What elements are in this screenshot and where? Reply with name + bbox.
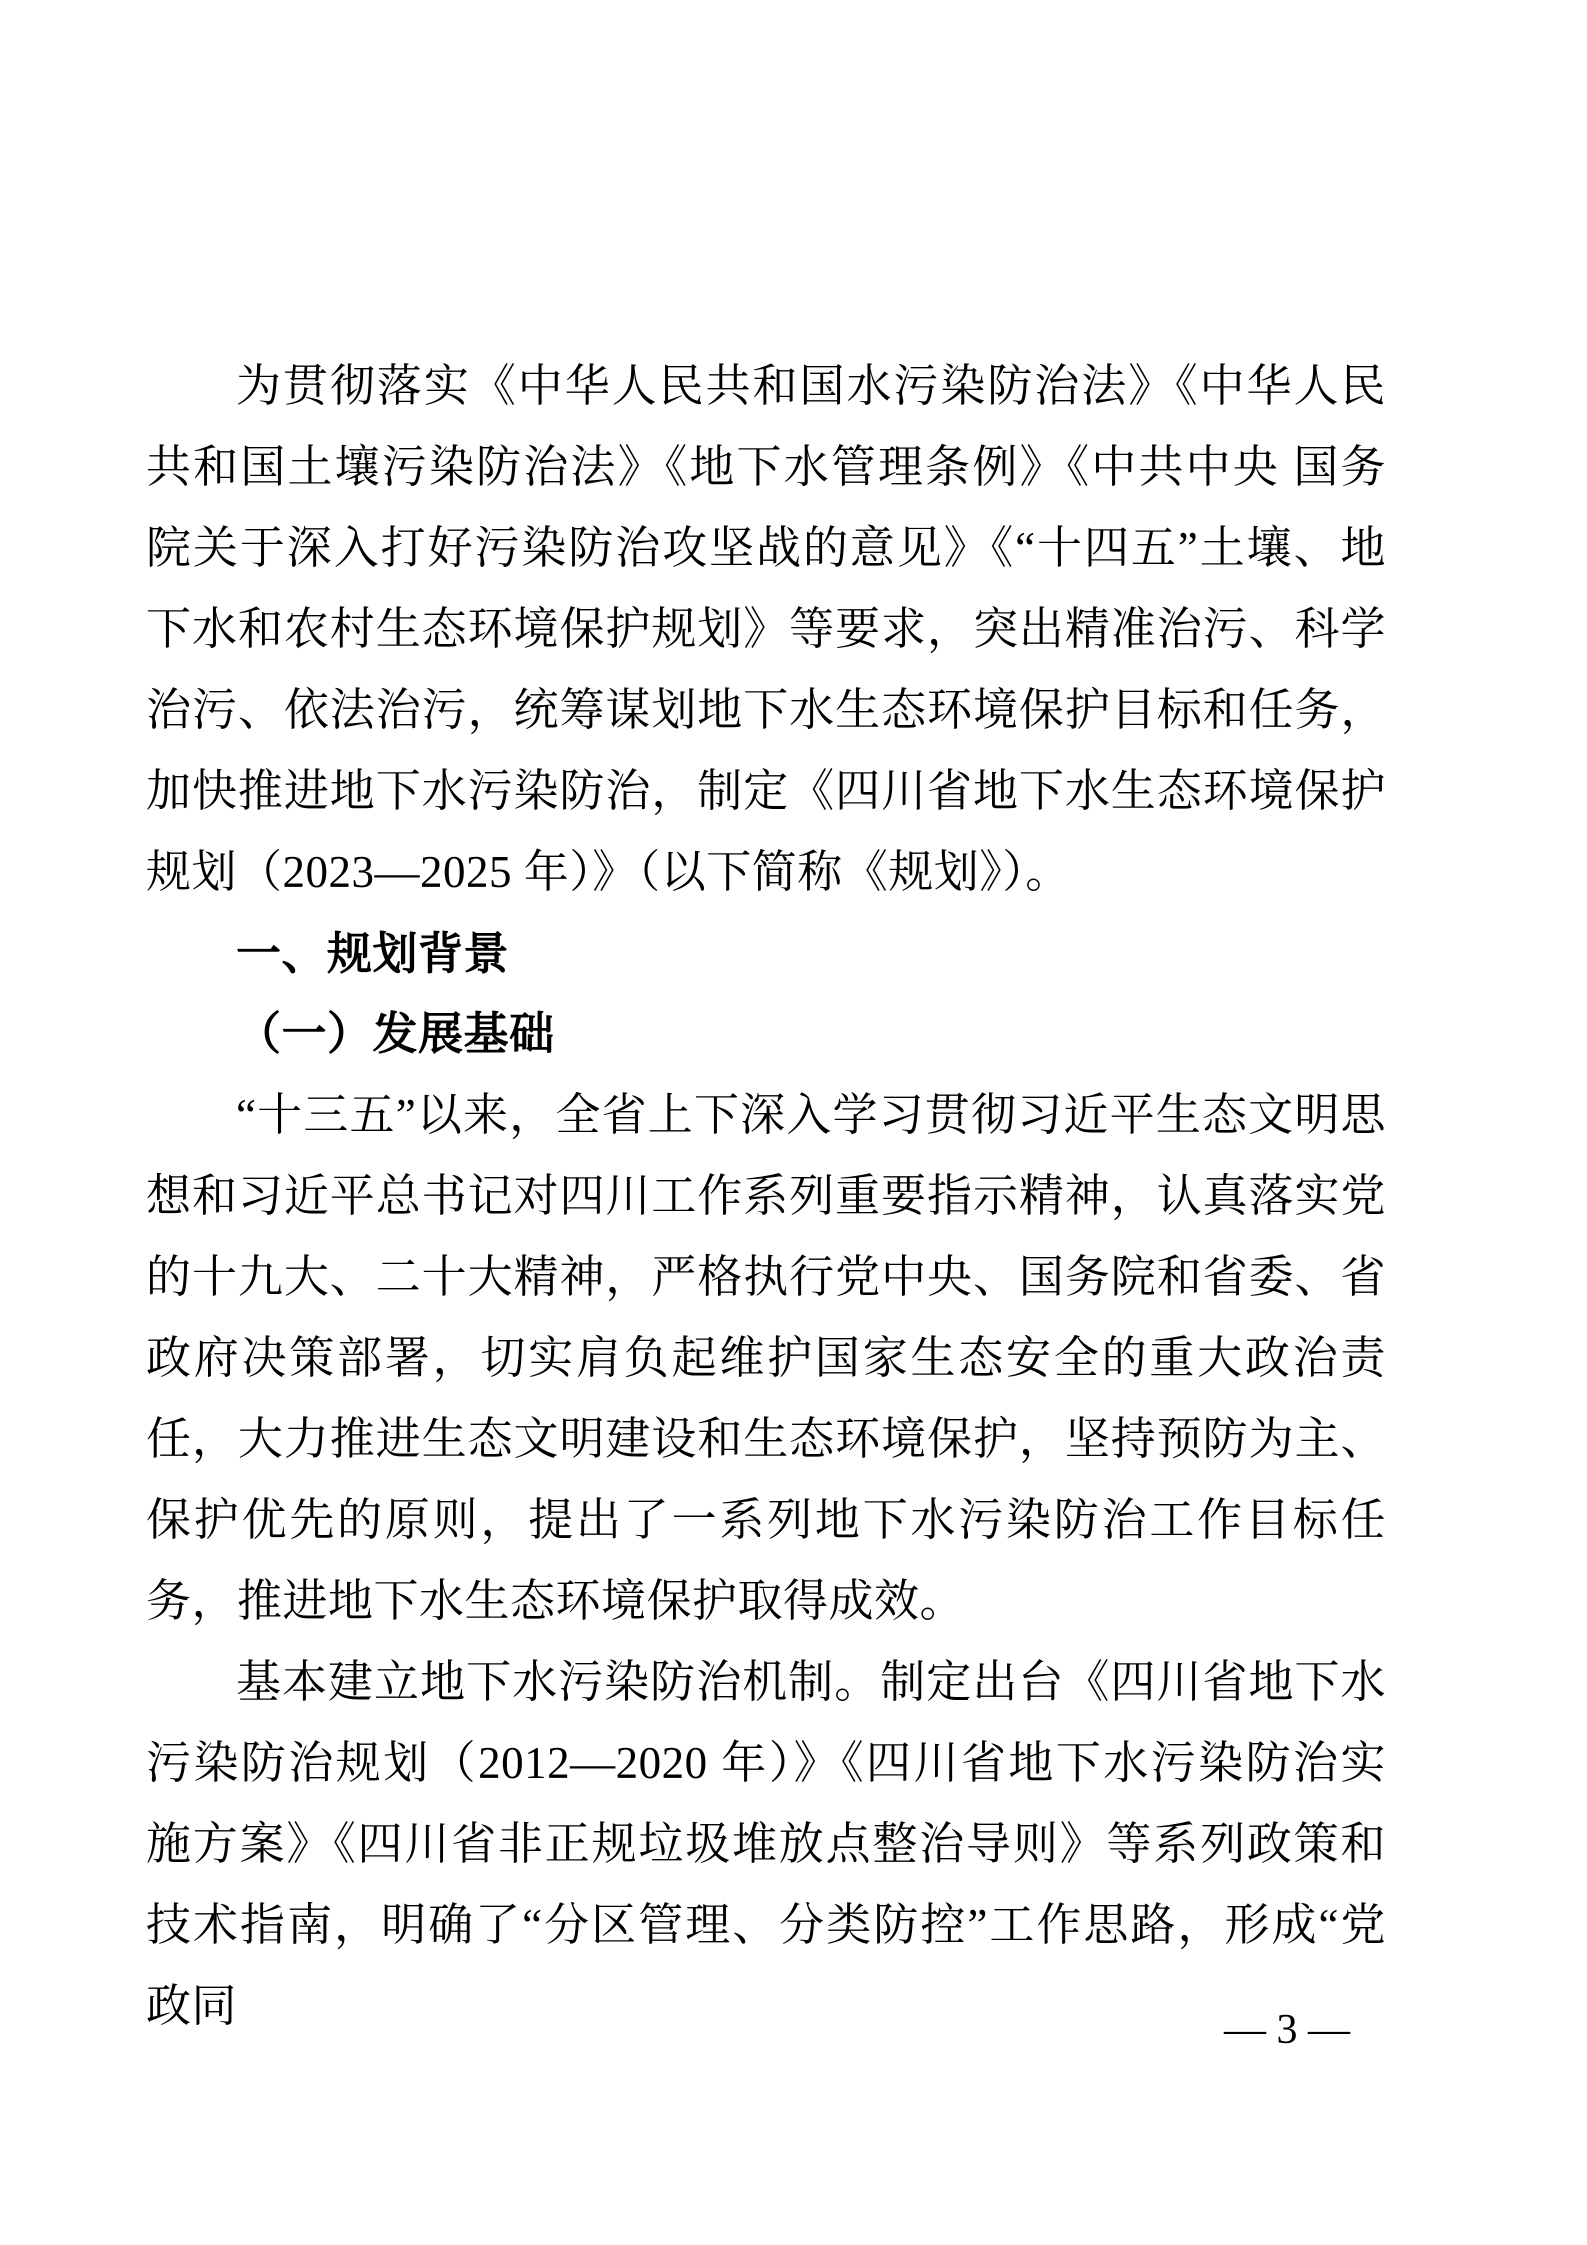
subsection-heading-development-basis: （一）发展基础 xyxy=(236,1009,555,1059)
document-body xyxy=(146,346,1386,2047)
paragraph-pollution-control-mechanism: 基本建立地下水污染防治机制。制定出台《四川省地下水污染防治规划（2012—2020 年）》《四川省地下水污染防治实施方案》《四川省非正规垃圾堆放点整治导则》等系列政策和技术指南，明确了“分区管理、分类防控”工作思路，形成“党政同 xyxy=(146,1657,1386,2031)
section-heading-planning-background: 一、规划背景 xyxy=(236,928,510,979)
paragraph-development-basis: “十三五”以来，全省上下深入学习贯彻习近平生态文明思想和习近平总书记对四川工作系列重要指示精神，认真落实党的十九大、二十大精神，严格执行党中央、国务院和省委、省政府决策部署，切实肩负起维护国家生态安全的重大政治责任，大力推进生态文明建设和生态环境保护，坚持预防为主、保护优先的原则，提出了一系列地下水污染防治工作目标任务，推进地下水生态环境保护取得成效。 xyxy=(146,1090,1386,1626)
paragraph-intro: 为贯彻落实《中华人民共和国水污染防治法》《中华人民共和国土壤污染防治法》《地下水管理条例》《中共中央 国务院关于深入打好污染防治攻坚战的意见》《“十四五”土壤、地下水和农村生态环境保护规划》等要求，突出精准治污、科学治污、依法治污，统筹谋划地下水生态环境保护目标和任务，加快推进地下水污染防治，制定《四川省地下水生态环境保护规划（2023—2025 年）》（以下简称《规划》）。 xyxy=(146,361,1386,897)
page-number: — 3 — xyxy=(1224,2007,1350,2053)
